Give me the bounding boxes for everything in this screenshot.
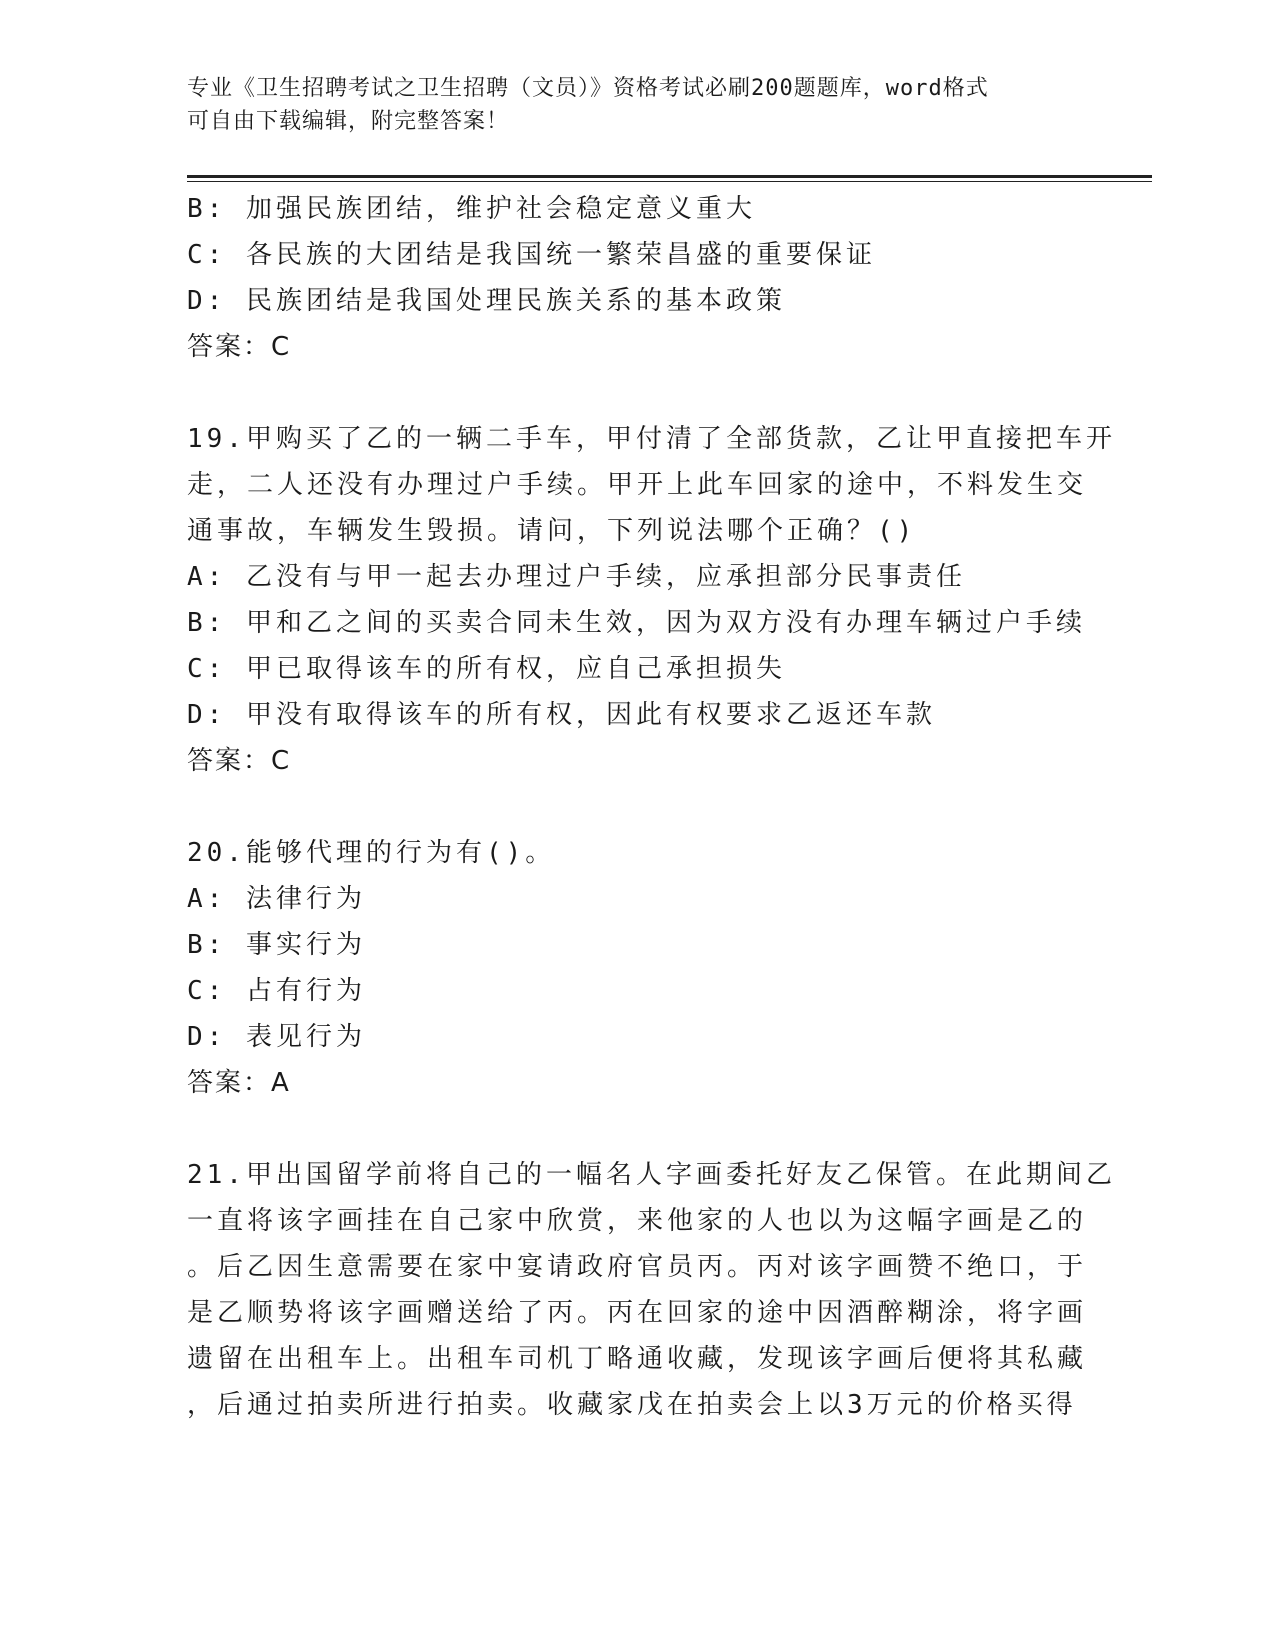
option-d: D: 甲没有取得该车的所有权，因此有权要求乙返还车款 — [187, 700, 936, 730]
question-content — [187, 186, 1116, 1428]
question-text-line: 是乙顺势将该字画赠送给了丙。丙在回家的途中因酒醉糊涂，将字画 — [187, 1298, 1088, 1328]
spacer — [187, 1106, 1067, 1152]
option-c: C: 各民族的大团结是我国统一繁荣昌盛的重要保证 — [187, 240, 876, 270]
option-b: B: 甲和乙之间的买卖合同未生效，因为双方没有办理车辆过户手续 — [187, 608, 1086, 638]
question-text-line: 遗留在出租车上。出租车司机丁略通收藏，发现该字画后便将其私藏 — [187, 1344, 1088, 1374]
question-20 — [187, 830, 1067, 1106]
option-d: D: 表见行为 — [187, 1022, 366, 1052]
option-b: B: 加强民族团结，维护社会稳定意义重大 — [187, 194, 756, 224]
question-text-line: 19.甲购买了乙的一辆二手车，甲付清了全部货款，乙让甲直接把车开 — [187, 424, 1116, 454]
option-a: A: 乙没有与甲一起去办理过户手续，应承担部分民事责任 — [187, 562, 966, 592]
question-19 — [187, 416, 1116, 784]
spacer — [187, 784, 1067, 830]
header-divider-thin — [187, 181, 1152, 182]
option-c: C: 甲已取得该车的所有权，应自己承担损失 — [187, 654, 786, 684]
document-header — [187, 72, 1067, 138]
question-text-line: 一直将该字画挂在自己家中欣赏，来他家的人也以为这幅字画是乙的 — [187, 1206, 1088, 1236]
answer: 答案：C — [187, 746, 292, 776]
option-d: D: 民族团结是我国处理民族关系的基本政策 — [187, 286, 786, 316]
header-title-line-1: 专业《卫生招聘考试之卫生招聘（文员）》资格考试必刷200题题库，word格式 — [187, 76, 989, 101]
question-21 — [187, 1152, 1116, 1428]
question-text-line: 通事故，车辆发生毁损。请问，下列说法哪个正确？() — [187, 516, 917, 546]
spacer — [187, 370, 1067, 416]
header-divider-thick — [187, 175, 1152, 178]
question-text-line: 20.能够代理的行为有()。 — [187, 838, 556, 868]
answer: 答案：C — [187, 332, 292, 362]
answer: 答案：A — [187, 1068, 291, 1098]
option-a: A: 法律行为 — [187, 884, 366, 914]
option-b: B: 事实行为 — [187, 930, 366, 960]
header-title-line-2: 可自由下载编辑，附完整答案！ — [187, 109, 510, 134]
question-text-line: 21.甲出国留学前将自己的一幅名人字画委托好友乙保管。在此期间乙 — [187, 1160, 1116, 1190]
question-18 — [187, 186, 1067, 370]
question-text-line: ，后通过拍卖所进行拍卖。收藏家戊在拍卖会上以3万元的价格买得 — [187, 1390, 1077, 1420]
question-text-line: 走，二人还没有办理过户手续。甲开上此车回家的途中，不料发生交 — [187, 470, 1088, 500]
question-text-line: 。后乙因生意需要在家中宴请政府官员丙。丙对该字画赞不绝口，于 — [187, 1252, 1088, 1282]
option-c: C: 占有行为 — [187, 976, 366, 1006]
